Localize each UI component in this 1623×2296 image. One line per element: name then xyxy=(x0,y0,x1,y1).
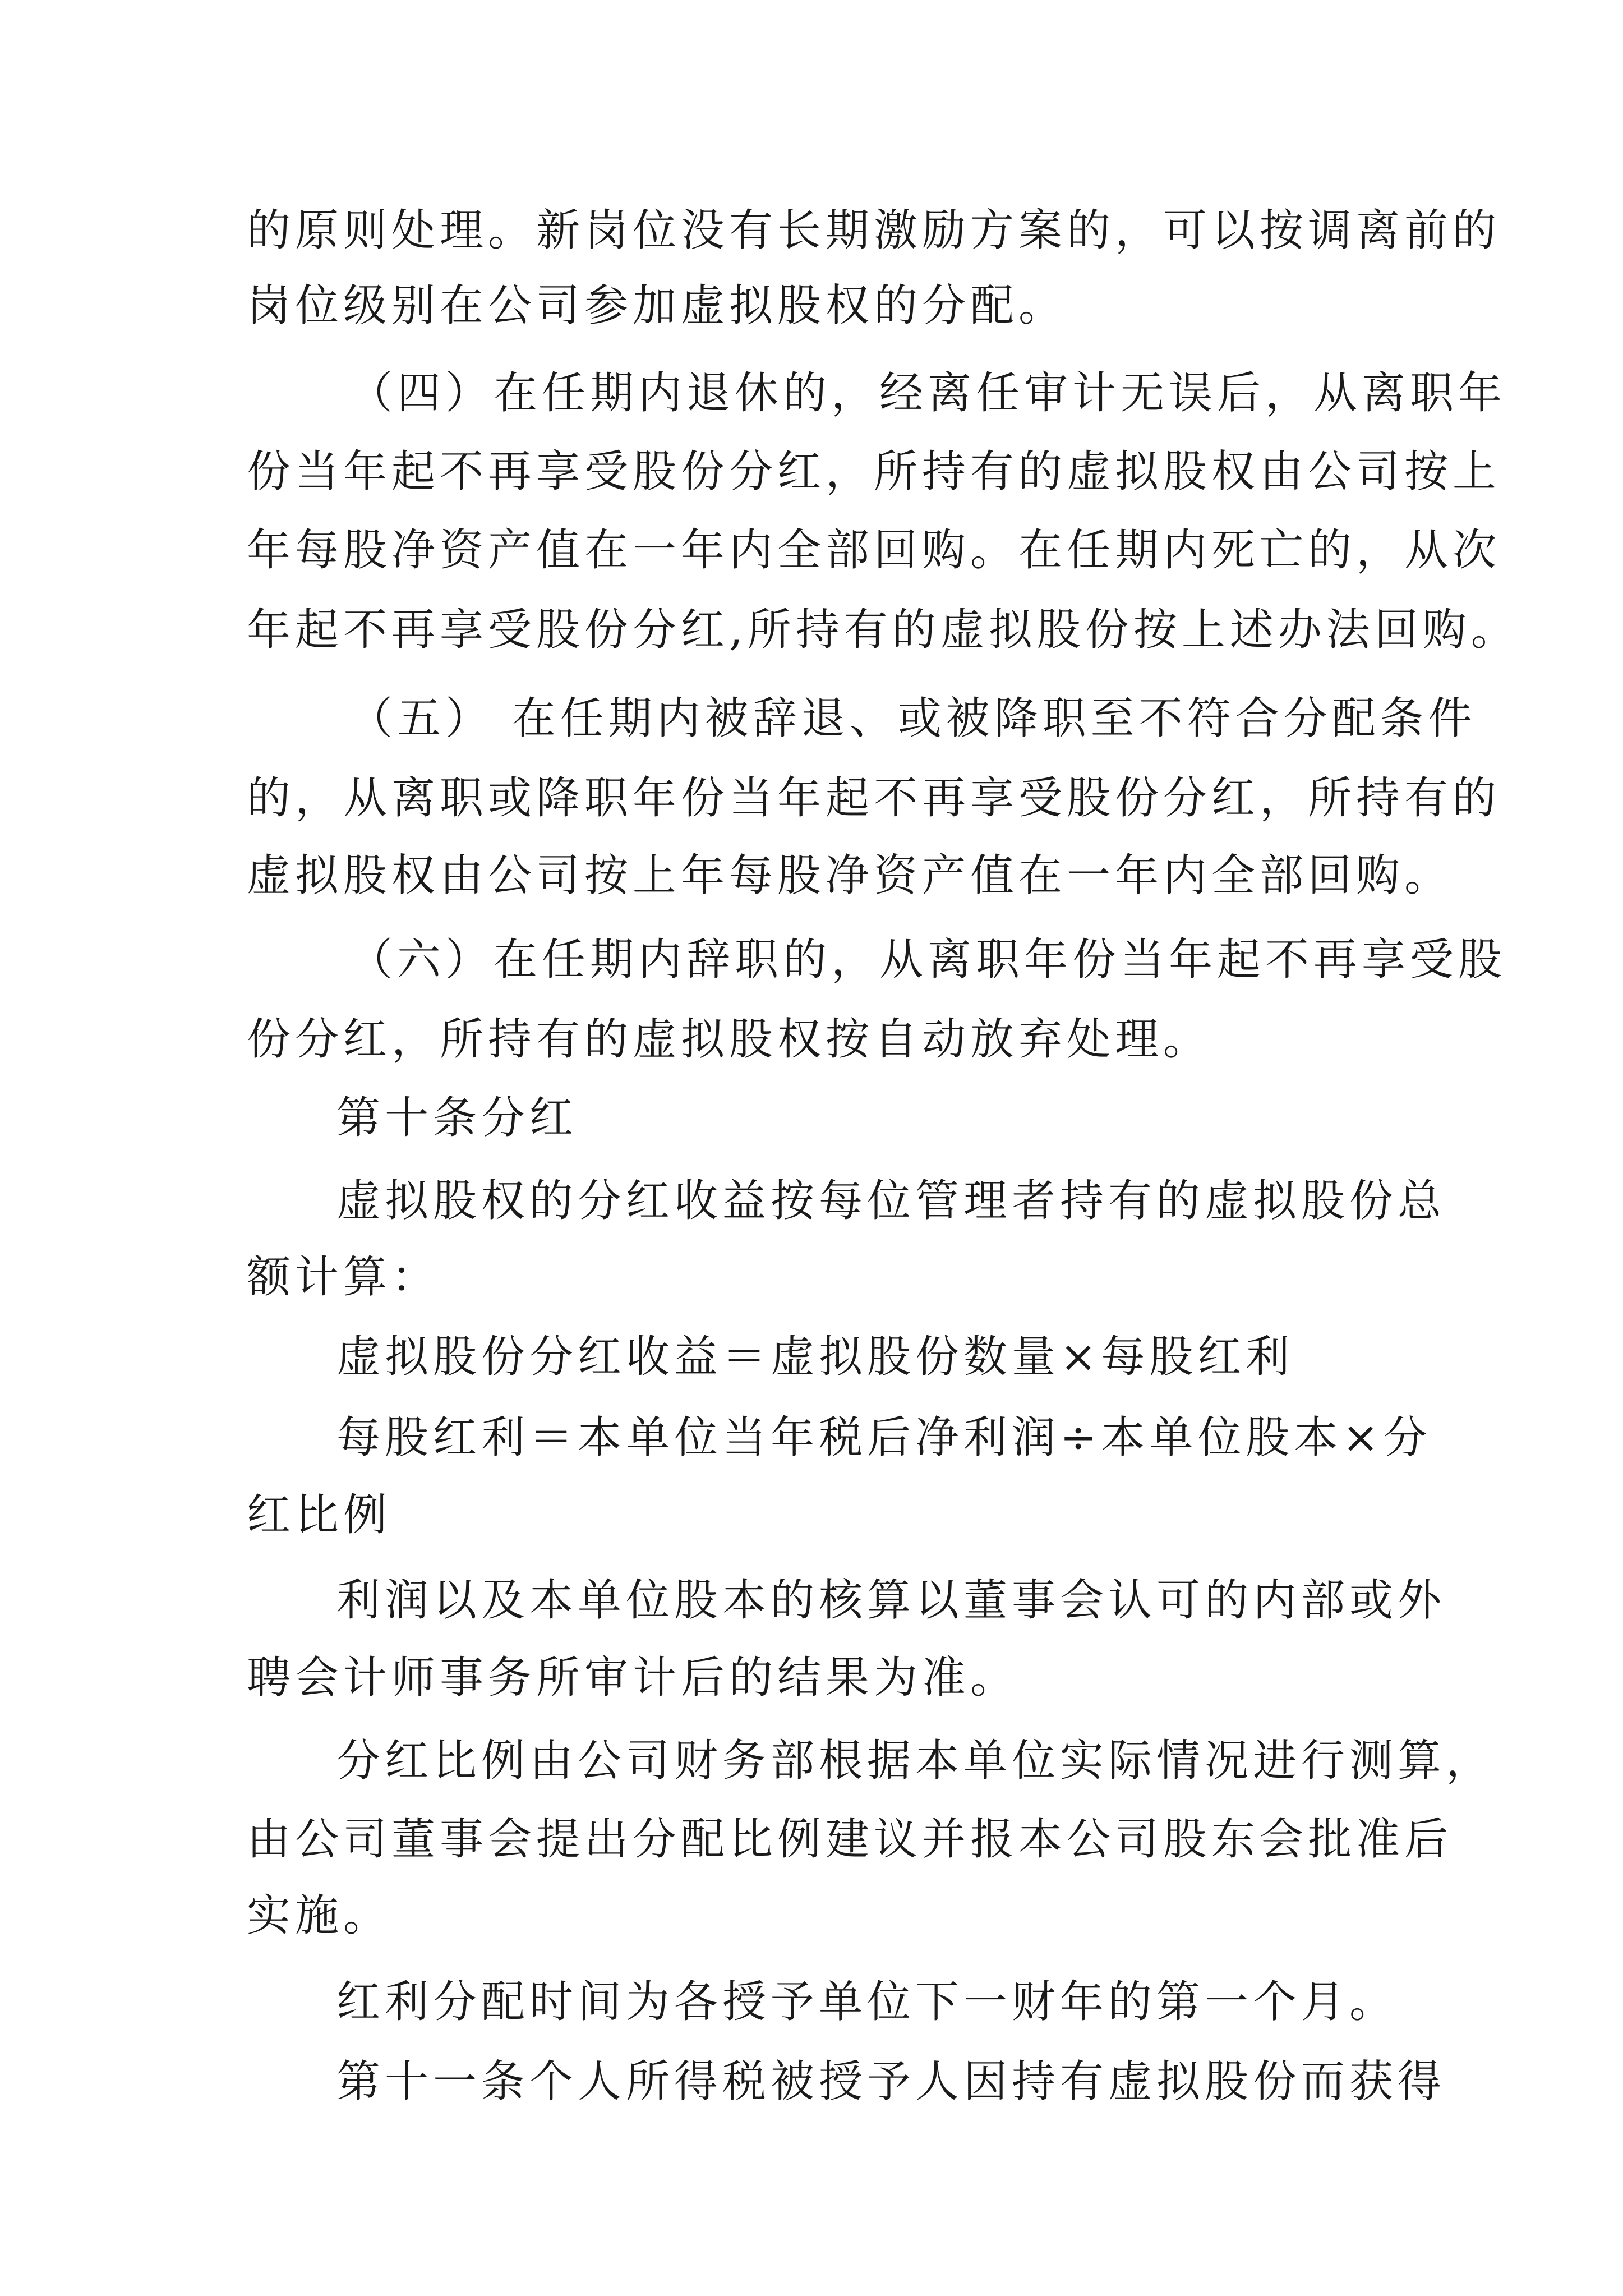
text-line-10: （六）在任期内辞职的，从离职年份当年起不再享受股 xyxy=(349,935,1507,985)
section-heading-article-10: 第十条分红 xyxy=(336,1093,578,1143)
text-line-17: 红比例 xyxy=(247,1490,392,1540)
text-line-7: （五） 在任期内被辞退、或被降职至不符合分配条件 xyxy=(349,693,1477,744)
text-line-6: 年起不再享受股份分红,所持有的虚拟股份按上述办法回购。 xyxy=(247,605,1519,655)
section-heading-article-11: 第十一条个人所得税被授予人因持有虚拟股份而获得 xyxy=(336,2056,1446,2107)
text-line-14: 额计算： xyxy=(247,1252,440,1303)
formula-dividend-income: 虚拟股份分红收益＝虚拟股份数量×每股红利 xyxy=(336,1332,1294,1382)
text-line-22: 实施。 xyxy=(247,1890,392,1941)
text-line-1: 的原则处理。新岗位没有长期激励方案的，可以按调离前的 xyxy=(247,205,1501,256)
text-line-23: 红利分配时间为各授予单位下一财年的第一个月。 xyxy=(336,1977,1398,2027)
text-line-19: 聘会计师事务所审计后的结果为准。 xyxy=(247,1653,1019,1703)
text-line-3: （四）在任期内退休的，经离任审计无误后，从离职年 xyxy=(349,368,1507,418)
text-line-18: 利润以及本单位股本的核算以董事会认可的内部或外 xyxy=(336,1575,1446,1626)
text-line-11: 份分红，所持有的虚拟股权按自动放弃处理。 xyxy=(247,1014,1212,1065)
text-line-8: 的，从离职或降职年份当年起不再享受股份分红，所持有的 xyxy=(247,773,1501,823)
text-line-9: 虚拟股权由公司按上年每股净资产值在一年内全部回购。 xyxy=(247,850,1453,901)
text-line-2: 岗位级别在公司参加虚拟股权的分配。 xyxy=(247,280,1067,331)
text-line-4: 份当年起不再享受股份分红，所持有的虚拟股权由公司按上 xyxy=(247,447,1501,497)
formula-dividend-per-share: 每股红利＝本单位当年税后净利润÷本单位股本×分 xyxy=(336,1412,1432,1463)
text-line-5: 年每股净资产值在一年内全部回购。在任期内死亡的，从次 xyxy=(247,525,1501,576)
text-line-13: 虚拟股权的分红收益按每位管理者持有的虚拟股份总 xyxy=(336,1176,1446,1226)
text-line-20: 分红比例由公司财务部根据本单位实际情况进行测算， xyxy=(336,1736,1495,1786)
text-line-21: 由公司董事会提出分配比例建议并报本公司股东会批准后 xyxy=(247,1814,1453,1865)
